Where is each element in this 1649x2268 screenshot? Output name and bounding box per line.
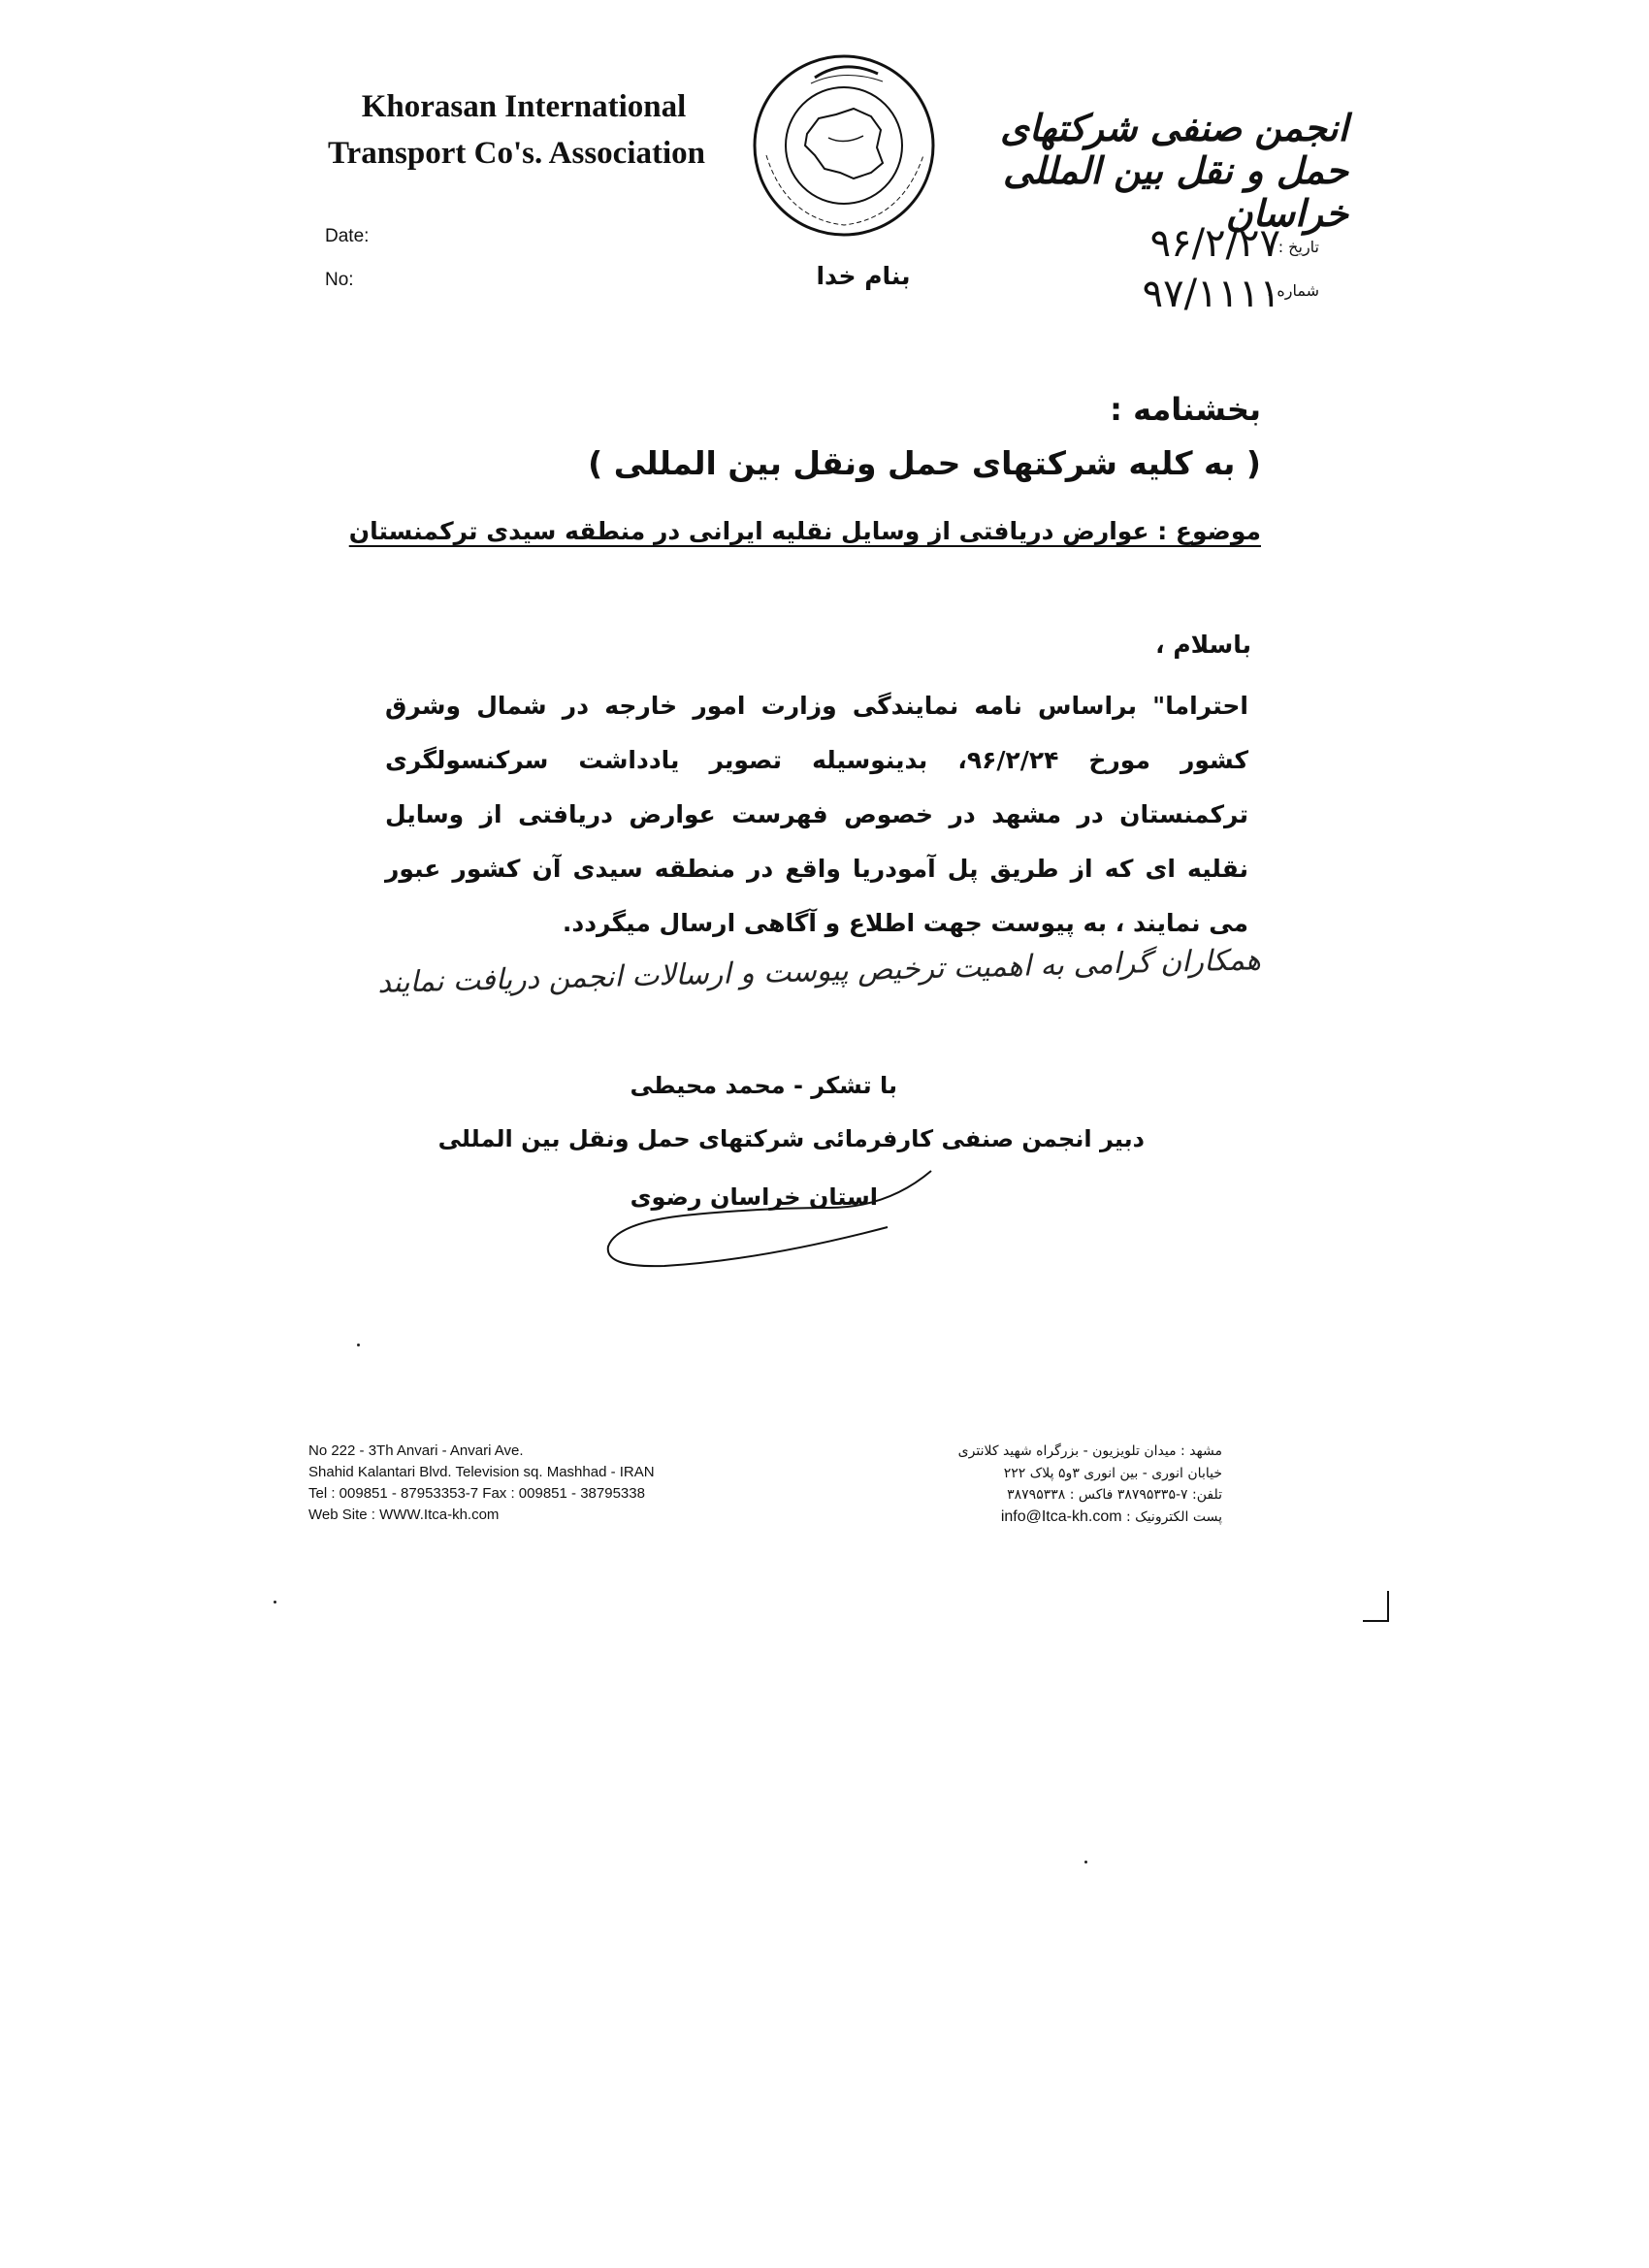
body-paragraph: احتراما" براساس نامه نمایندگی وزارت امور خارجه در شمال وشرق کشور مورخ ۹۶/۲/۲۴، بدینوسیله تصویر یادداشت سرکنسولگری ترکمنستان در مشهد در خصوص فهرست عوارض دریافتی از وسایل نقلیه ای که از طریق پل آمودریا واقع در منطقه سیدی آن کشور عبور می نمایند ، به پیوست جهت اطلاع و آگاهی ارسال میگردد.: [385, 692, 1248, 937]
address-fa-line: خیابان انوری - بین انوری ۳و۵ پلاک ۲۲۲: [1003, 1465, 1222, 1481]
date-label-en: Date:: [325, 226, 370, 246]
address-fa-line: مشهد : میدان تلویزیون - بزرگراه شهید کلانتری: [957, 1443, 1222, 1459]
email-label: پست الکترونیک :: [1126, 1508, 1222, 1525]
circular-title: بخشنامه :: [1110, 391, 1261, 428]
address-fa-line: تلفن: ۷-۳۸۷۹۵۳۳۵ فاکس : ۳۸۷۹۵۳۳۸: [1007, 1487, 1222, 1503]
address-en-line: Web Site : WWW.Itca-kh.com: [308, 1507, 500, 1523]
date-label-fa: تاریخ :: [1277, 238, 1319, 256]
date-value: ۹۶/۲/۲۷: [1149, 221, 1280, 266]
signatory-province: استان خراسان رضوی: [630, 1183, 878, 1211]
address-en-line: Shahid Kalantari Blvd. Television sq. Mashhad - IRAN: [308, 1464, 655, 1480]
greeting: باسلام ،: [1155, 631, 1251, 659]
number-label-en: No:: [325, 270, 354, 290]
closing-line: با تشکر - محمد محیطی: [630, 1072, 897, 1099]
recipients: ( به کلیه شرکتهای حمل ونقل بین المللی ): [588, 444, 1261, 482]
number-value: ۹۷/۱۱۱۱: [1142, 272, 1280, 316]
org-name-en: [320, 83, 728, 177]
handwritten-note: همکاران گرامی به اهمیت ترخیص پیوست و ارسالات انجمن دریافت نمایند: [376, 943, 1262, 1001]
address-en-line: Tel : 009851 - 87953353-7 Fax : 009851 - 38795338: [308, 1485, 645, 1502]
scan-speck: [1084, 1861, 1087, 1863]
org-name-en-line1: Khorasan International: [361, 89, 687, 124]
basmala: بنام خدا: [816, 262, 911, 290]
address-en-line: No 222 - 3Th Anvari - Anvari Ave.: [308, 1442, 524, 1459]
signatory-title: دبیر انجمن صنفی کارفرمائی شرکتهای حمل ونقل بین المللی: [437, 1125, 1145, 1152]
number-label-fa: شماره :: [1266, 281, 1319, 300]
address-fa-email-row: [958, 1507, 1222, 1529]
scan-speck: [274, 1601, 276, 1604]
footer-address-fa: [958, 1441, 1222, 1528]
org-name-en-line2: Transport Co's. Association: [328, 136, 706, 171]
subject-line: موضوع : عوارض دریافتی از وسایل نقلیه ایرانی در منطقه سیدی ترکمنستان: [348, 517, 1261, 545]
email-address: info@Itca-kh.com: [1000, 1507, 1122, 1525]
footer-address-en: [308, 1441, 655, 1526]
signature-stroke-icon: [597, 1159, 946, 1276]
scan-corner-mark: [1363, 1591, 1389, 1622]
association-seal-icon: [747, 49, 941, 243]
org-name-fa: انجمن صنفی شرکتهای حمل و نقل بین المللی خراسان: [1000, 107, 1348, 235]
scan-speck: [357, 1344, 360, 1346]
